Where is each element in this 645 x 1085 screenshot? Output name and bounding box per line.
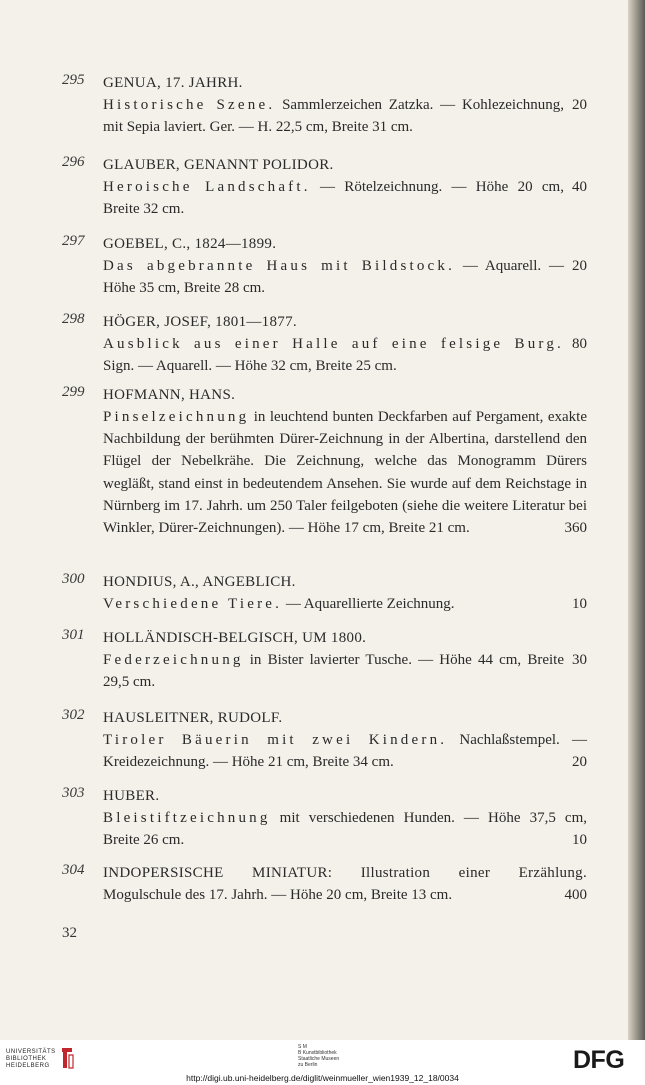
entry-description [103,729,587,773]
entry-title: Ausblick aus einer Halle auf eine felsige Burg. [103,336,564,352]
digitization-footer [0,1040,645,1085]
entry-description [103,176,587,220]
entry-details: in leuchtend bunten Deckfarben auf Pergament, exakte Nachbildung der berühmten Dürer-Zeichnung in der Albertina, darstellend den Flügel der Nebelkrähe. Die Zeichnung, welche das Monogramm Dürers wegläßt, stand einst in bedeutendem Ansehen. Sie wurde auf dem Reichstage in Nürnberg im 17. Jahrh. um 250 Taler feilgeboten (siehe die weitere Literatur bei Winkler, Dürer-Zeichnungen). — Höhe 17 cm, Breite 21 cm. [103,409,587,537]
entry-number: 296 [62,154,85,170]
entry-description [103,333,587,377]
entry-artist: GENUA, 17. JAHRH. [103,75,243,91]
entry-price: 360 [564,520,587,537]
museum-logo [298,1044,378,1068]
library-emblem-icon [58,1046,76,1070]
entry-title: Pinselzeichnung [103,409,250,425]
library-line: BIBLIOTHEK [6,1056,47,1062]
entry-details: in Bister lavierter Tusche. — Höhe 44 cm, Breite 29,5 cm. [103,652,564,691]
entry-number: 297 [62,233,85,249]
entry-title: Verschiedene Tiere. [103,596,283,612]
entry-description [103,884,587,906]
entry-number: 298 [62,311,85,327]
entry-details: Nachlaßstempel. — Kreidezeichnung. — Höhe 21 cm, Breite 34 cm. [103,732,587,771]
entry-title: Bleistiftzeichnung [103,810,271,826]
entry-302 [62,707,587,773]
entry-price: 40 [572,179,587,195]
entry-number: 304 [62,862,85,878]
entry-304 [62,862,587,906]
entry-description [103,94,587,138]
entry-description [103,807,587,851]
entry-price: 80 [572,336,587,352]
entry-description [103,649,587,693]
page-number: 32 [62,925,77,941]
entry-price: 30 [572,652,587,668]
entry-description [103,255,587,299]
entry-title: Federzeichnung [103,652,244,668]
entry-artist: GOEBEL, C., 1824—1899. [103,236,277,252]
entry-number: 302 [62,707,85,723]
entry-details: — Rötelzeichnung. — Höhe 20 cm, Breite 32 cm. [103,179,564,218]
entry-title: Heroische Landschaft. [103,179,311,195]
entry-price: 20 [572,258,587,274]
entry-295 [62,72,587,138]
entry-number: 300 [62,571,85,587]
entry-300 [62,571,587,615]
museum-line: S M [298,1044,307,1050]
entry-297 [62,233,587,299]
entry-number: 301 [62,627,85,643]
museum-line: zu Berlin [298,1062,318,1068]
entry-details: Mogulschule des 17. Jahrh. — Höhe 20 cm, Breite 13 cm. [103,887,453,903]
entry-artist: HÖGER, JOSEF, 1801—1877. [103,314,297,330]
library-line: HEIDELBERG [6,1063,50,1069]
entry-price: 400 [564,887,587,903]
entry-303 [62,785,587,851]
entry-price: 10 [572,832,587,849]
entry-title: Das abgebrannte Haus mit Bildstock. [103,258,456,274]
entry-details: mit verschiedenen Hunden. — Höhe 37,5 cm, Breite 26 cm. [103,810,587,849]
entry-details: — Aquarellierte Zeichnung. [282,596,455,612]
dfg-logo: DFG [573,1046,625,1074]
entry-title: Tiroler Bäuerin mit zwei Kindern. [103,732,448,748]
entry-artist: HOLLÄNDISCH-BELGISCH, UM 1800. [103,630,367,646]
museum-line: Staatliche Museen [298,1056,340,1062]
entry-artist: HOFMANN, HANS. [103,387,236,403]
entry-artist: HONDIUS, A., ANGEBLICH. [103,574,296,590]
entry-title: Historische Szene. [103,97,276,113]
entry-description [103,593,587,615]
entry-price: 20 [572,754,587,771]
museum-line: B Kunstbibliothek [298,1050,337,1056]
entry-301 [62,627,587,693]
entry-number: 295 [62,72,85,88]
library-line: UNIVERSITÄTS [6,1049,56,1055]
entry-artist: HAUSLEITNER, RUDOLF. [103,710,283,726]
entry-artist: GLAUBER, GENANNT POLIDOR. [103,157,334,173]
entry-number: 303 [62,785,85,801]
entry-artist: INDOPERSISCHE MINIATUR: Illustration einer Erzählung. [103,865,587,881]
entry-details: Sign. — Aquarell. — Höhe 32 cm, Breite 25 cm. [103,358,397,375]
entry-description [103,406,587,539]
entry-details: — Aquarell. — Höhe 35 cm, Breite 28 cm. [103,258,564,297]
book-spine [628,0,645,1040]
source-url-link[interactable]: http://digi.ub.uni-heidelberg.de/diglit/weinmueller_wien1939_12_18/0034 [186,1073,459,1083]
entry-price: 10 [572,596,587,612]
entry-artist: HUBER. [103,788,160,804]
entry-299 [62,384,587,539]
entry-296 [62,154,587,220]
entry-price: 20 [572,97,587,113]
entry-details: Sammlerzeichen Zatzka. — Kohlezeichnung, mit Sepia laviert. Ger. — H. 22,5 cm, Breite 31 cm. [103,97,564,136]
entry-298 [62,311,587,377]
entry-number: 299 [62,384,85,400]
